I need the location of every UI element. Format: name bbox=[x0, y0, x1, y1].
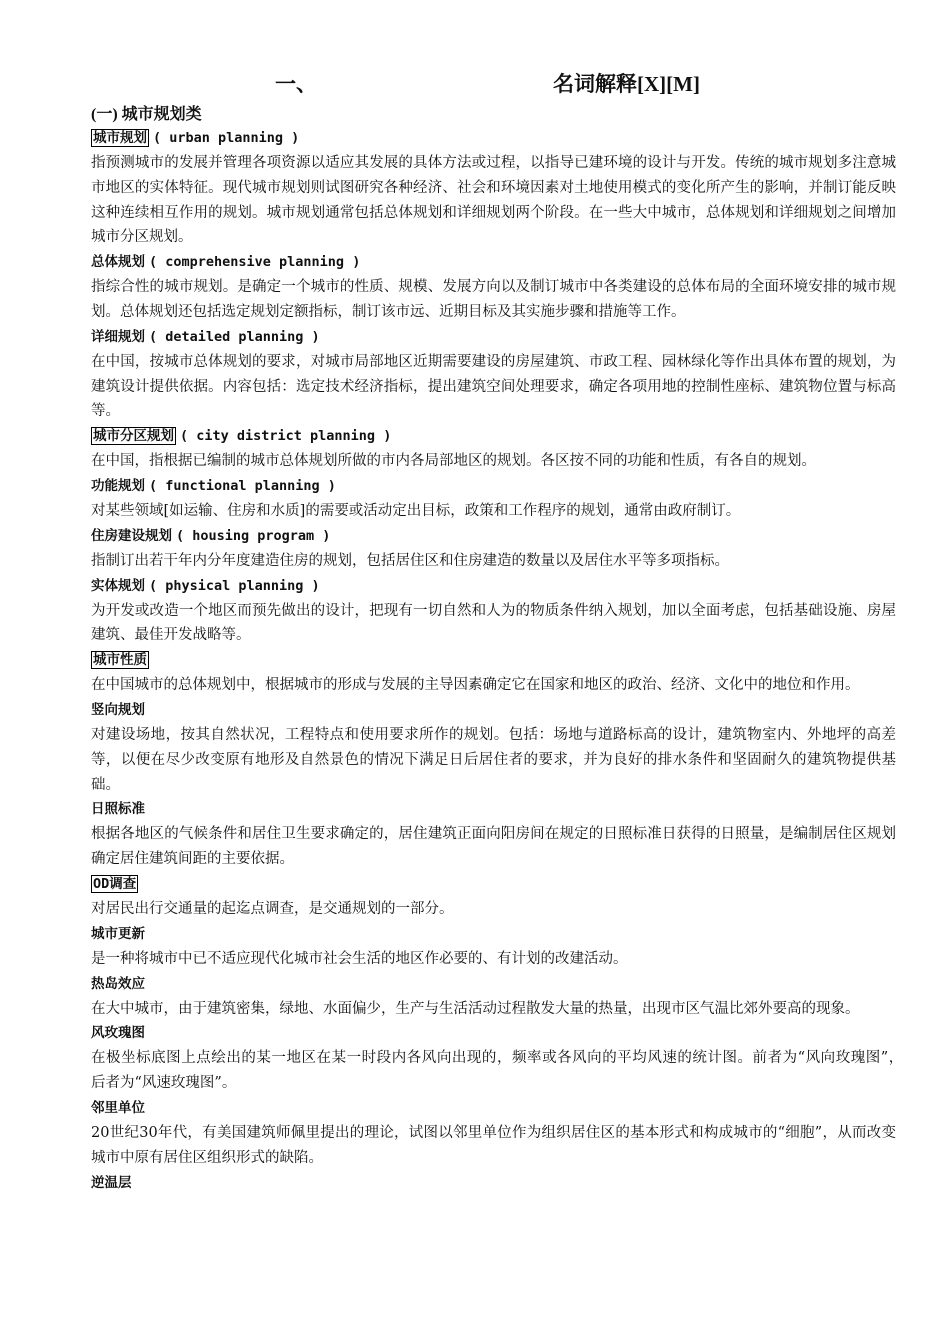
glossary-entry bbox=[91, 1171, 896, 1196]
term-name: 功能规划 bbox=[91, 477, 145, 494]
glossary-entry bbox=[91, 574, 896, 649]
term-definition: 在大中城市，由于建筑密集，绿地、水面偏少，生产与生活活动过程散发大量的热量，出现市区气温比郊外要高的现象。 bbox=[91, 1000, 860, 1017]
term-name: 住房建设规划 bbox=[91, 527, 172, 544]
glossary-entry bbox=[91, 972, 896, 1022]
term-name: 邻里单位 bbox=[91, 1099, 145, 1116]
glossary-entry bbox=[91, 424, 896, 474]
term-definition: 20世纪30年代，有美国建筑师佩里提出的理论，试图以邻里单位作为组织居住区的基本形式和构成城市的“细胞”，从而改变城市中原有居住区组织形式的缺陷。 bbox=[91, 1124, 896, 1166]
term-english: ( urban planning ) bbox=[153, 130, 300, 146]
glossary-entries bbox=[91, 126, 911, 1196]
term-definition: 为开发或改造一个地区而预先做出的设计，把现有一切自然和人为的物质条件纳入规划，加以全面考虑，包括基础设施、房屋建筑、最佳开发战略等。 bbox=[91, 602, 896, 644]
term-name: OD调查 bbox=[93, 875, 137, 892]
term-english: ( functional planning ) bbox=[149, 477, 336, 494]
glossary-entry bbox=[91, 872, 896, 922]
glossary-entry bbox=[91, 698, 896, 797]
term-line bbox=[91, 972, 896, 997]
term-definition: 在中国，指根据已编制的城市总体规划所做的市内各局部地区的规划。各区按不同的功能和性质，有各自的规划。 bbox=[91, 453, 816, 470]
term-definition: 指预测城市的发展并管理各项资源以适应其发展的具体方法或过程，以指导已建环境的设计与开发。传统的城市规划多注意城市地区的实体特征。现代城市规划则试图研究各种经济、社会和环境因素对土地使用模式的变化所产生的影响，并制订能反映这种连续相互作用的规划。城市规划通常包括总体规划和详细规划两个阶段。在一些大中城市，总体规划和详细规划之间增加城市分区规划。 bbox=[91, 155, 896, 246]
term-name: 热岛效应 bbox=[91, 975, 145, 992]
term-definition: 是一种将城市中已不适应现代化城市社会生活的地区作必要的、有计划的改建活动。 bbox=[91, 950, 628, 967]
term-name: 详细规划 bbox=[91, 328, 145, 345]
glossary-entry bbox=[91, 797, 896, 872]
term-definition: 对建设场地，按其自然状况，工程特点和使用要求所作的规划。包括：场地与道路标高的设计，建筑物室内、外地坪的高差等，以便在尽少改变原有地形及自然景色的情况下满足日后居住者的要求，并为良好的排水条件和坚固耐久的建筑物提供基础。 bbox=[91, 726, 896, 793]
term-line bbox=[91, 1021, 896, 1046]
term-line bbox=[91, 325, 896, 350]
term-line bbox=[91, 524, 896, 549]
glossary-entry bbox=[91, 922, 896, 972]
term-definition: 在极坐标底图上点绘出的某一地区在某一时段内各风向出现的，频率或各风向的平均风速的统计图。前者为“风向玫瑰图”， 后者为“风速玫瑰图”。 bbox=[91, 1050, 911, 1092]
term-name: 竖向规划 bbox=[91, 701, 145, 718]
document-page bbox=[91, 60, 911, 1196]
term-line bbox=[91, 424, 896, 449]
glossary-entry bbox=[91, 1096, 896, 1171]
section-title: (一) 城市规划类 bbox=[91, 106, 202, 123]
term-line bbox=[91, 797, 896, 822]
term-line bbox=[91, 1171, 896, 1196]
term-line bbox=[91, 574, 896, 599]
term-line bbox=[91, 698, 896, 723]
term-name: 风玫瑰图 bbox=[91, 1025, 145, 1042]
term-line bbox=[91, 648, 896, 673]
term-definition: 对居民出行交通量的起迄点调查，是交通规划的一部分。 bbox=[91, 900, 454, 917]
term-line bbox=[91, 1096, 896, 1121]
term-name: 城市规划 bbox=[93, 130, 147, 146]
term-definition: 指制订出若干年内分年度建造住房的规划，包括居住区和住房建造的数量以及居住水平等多项指标。 bbox=[91, 552, 729, 569]
term-definition: 在中国城市的总体规划中，根据城市的形成与发展的主导因素确定它在国家和地区的政治、经济、文化中的地位和作用。 bbox=[91, 677, 860, 694]
term-definition: 根据各地区的气候条件和居住卫生要求确定的，居住建筑正面向阳房间在规定的日照标准日获得的日照量，是编制居住区规划确定居住建筑间距的主要依据。 bbox=[91, 826, 896, 868]
chapter-heading bbox=[91, 60, 896, 100]
term-line bbox=[91, 474, 896, 499]
chapter-number: 一、 bbox=[275, 72, 317, 96]
term-name: 城市分区规划 bbox=[93, 428, 174, 445]
term-name: 城市更新 bbox=[91, 925, 145, 942]
term-english: ( city district planning ) bbox=[180, 428, 392, 445]
term-definition: 在中国，按城市总体规划的要求，对城市局部地区近期需要建设的房屋建筑、市政工程、园林绿化等作出具体布置的规划，为建筑设计提供依据。内容包括：选定技术经济指标，提出建筑空间处理要求，确定各项用地的控制性座标、建筑物位置与标高等。 bbox=[91, 353, 896, 420]
term-line bbox=[91, 922, 896, 947]
term-english: ( detailed planning ) bbox=[149, 328, 320, 345]
term-english: ( physical planning ) bbox=[149, 577, 320, 594]
term-definition: 指综合性的城市规划。是确定一个城市的性质、规模、发展方向以及制订城市中各类建设的总体布局的全面环境安排的城市规划。总体规划还包括选定规划定额指标，制订该市远、近期目标及其实施步骤和措施等工作。 bbox=[91, 279, 896, 320]
glossary-entry bbox=[91, 250, 896, 325]
glossary-entry bbox=[91, 524, 896, 574]
term-english: ( housing program ) bbox=[176, 527, 331, 544]
term-name: 城市性质 bbox=[93, 652, 147, 669]
glossary-entry bbox=[91, 325, 896, 424]
chapter-title: 名词解释[X][M] bbox=[553, 72, 700, 96]
glossary-entry bbox=[91, 474, 896, 524]
glossary-entry bbox=[91, 1021, 911, 1096]
term-name: 总体规划 bbox=[91, 254, 145, 271]
term-name: 实体规划 bbox=[91, 577, 145, 594]
term-definition: 对某些领域[如运输、住房和水质]的需要或活动定出目标，政策和工作程序的规划，通常由政府制订。 bbox=[91, 502, 741, 519]
term-name: 日照标准 bbox=[91, 801, 145, 818]
term-line bbox=[91, 250, 896, 275]
term-line bbox=[91, 126, 896, 151]
term-line bbox=[91, 872, 896, 897]
term-name: 逆温层 bbox=[91, 1174, 132, 1191]
term-english: ( comprehensive planning ) bbox=[149, 254, 361, 271]
glossary-entry bbox=[91, 648, 896, 698]
glossary-entry bbox=[91, 126, 896, 250]
